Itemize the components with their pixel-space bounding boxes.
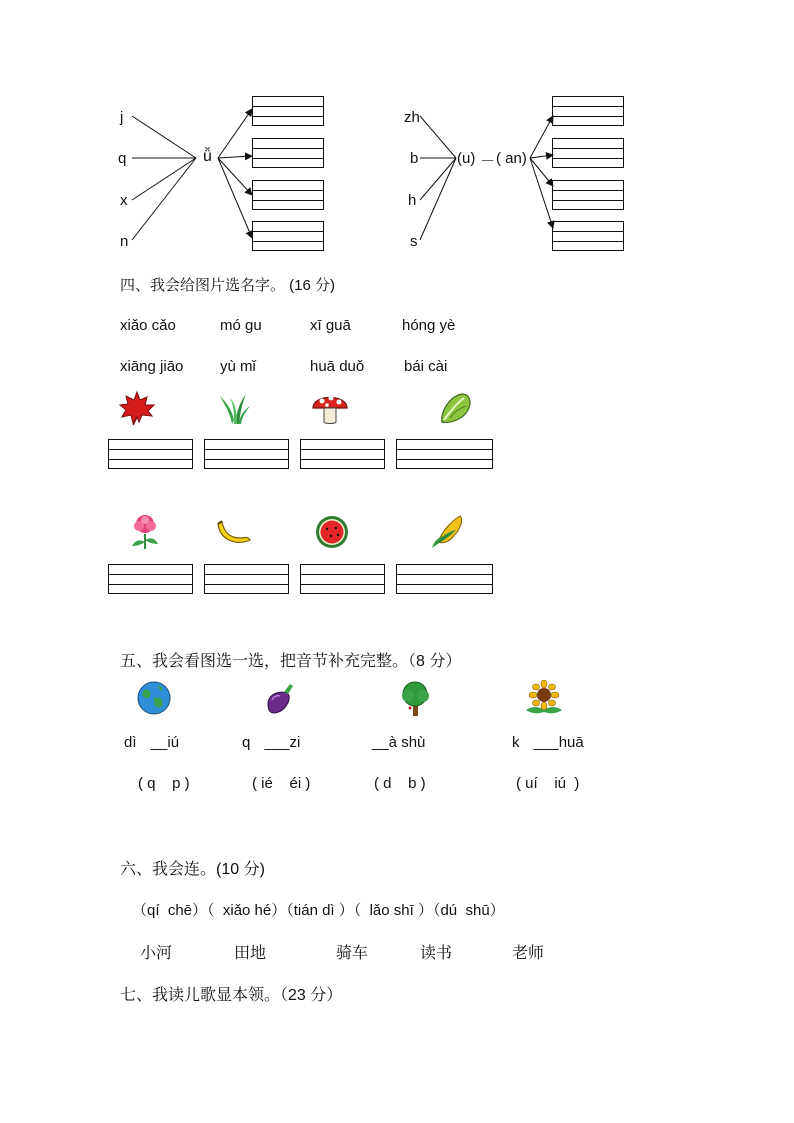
answer-box[interactable] (396, 564, 493, 594)
syllable-blank[interactable]: __ (150, 734, 168, 751)
initial-n: n (120, 233, 129, 250)
choice-options: ( uí iú ) (516, 775, 580, 792)
center-u: (u) (457, 150, 476, 167)
answer-box[interactable] (300, 564, 385, 594)
flower-picture (126, 514, 166, 550)
choice-options: ( d b ) (374, 775, 426, 792)
syllable-post: zi (289, 734, 301, 751)
word-item[interactable]: 读书 (420, 945, 453, 962)
initial-q: q (118, 150, 127, 167)
syllable-pre: k (512, 734, 520, 751)
syllable-post: huā (558, 734, 584, 751)
syllable-post: iú (167, 734, 180, 751)
answer-box[interactable] (552, 221, 624, 251)
syllable-blank[interactable]: ___ (264, 734, 290, 751)
initial-x: x (120, 192, 128, 209)
syllable-item (512, 734, 584, 751)
answer-box[interactable] (552, 96, 624, 126)
grass-picture (214, 390, 254, 426)
syllable-post: shù (397, 734, 426, 751)
section4-title: 四、我会给图片选名字。 (16 分) (120, 277, 336, 294)
sunflower-picture (522, 680, 562, 716)
watermelon-picture (312, 512, 352, 548)
answer-box[interactable] (252, 180, 324, 210)
answer-box[interactable] (552, 138, 624, 168)
pinyin-option: xiāng jiāo (120, 358, 184, 375)
mushroom-picture (310, 388, 350, 424)
center-final-v: ǚ (203, 148, 212, 165)
banana-picture (214, 514, 254, 550)
answer-box[interactable] (252, 221, 324, 251)
pinyin-option: mó gu (220, 317, 262, 334)
answer-box[interactable] (204, 439, 289, 469)
answer-box[interactable] (204, 564, 289, 594)
answer-box[interactable] (552, 180, 624, 210)
choice-options: ( ié éi ) (252, 775, 311, 792)
eggplant-picture (260, 680, 300, 716)
word-item[interactable]: 骑车 (336, 945, 369, 962)
answer-box[interactable] (252, 96, 324, 126)
initial-s: s (410, 233, 418, 250)
globe-picture (136, 680, 176, 716)
answer-box[interactable] (396, 439, 493, 469)
pinyin-option: hóng yè (402, 317, 456, 334)
initial-j: j (120, 109, 124, 126)
syllable-pre: q (242, 734, 251, 751)
syllable-blank[interactable]: ___ (533, 734, 559, 751)
initial-h: h (408, 192, 417, 209)
word-item[interactable]: 小河 (140, 945, 173, 962)
syllable-item (124, 734, 179, 751)
maple-leaf-picture (117, 390, 157, 426)
section7-title: 七、我读儿歌显本领。（23 分） (120, 987, 343, 1004)
pinyin-row: （qí chē）（ xiǎo hé）（tián dì ）（ lǎo shī ）（dú shū） (132, 902, 505, 919)
answer-box[interactable] (300, 439, 385, 469)
section5-title: 五、我会看图选一选，把音节补充完整。（8 分） (120, 653, 462, 670)
center-dash: － (480, 153, 496, 170)
pinyin-option: xī guā (310, 317, 351, 334)
section6-title: 六、我会连。(10 分) (120, 861, 265, 878)
syllable-item (242, 734, 300, 751)
syllable-item (372, 734, 425, 751)
tree-picture (396, 680, 436, 716)
cabbage-picture (436, 390, 476, 426)
diagram-left-lines (0, 0, 794, 270)
answer-box[interactable] (252, 138, 324, 168)
pinyin-option: huā duǒ (310, 358, 365, 375)
initial-b: b (410, 150, 419, 167)
corn-picture (428, 512, 468, 548)
center-an: ( an) (496, 150, 527, 167)
word-item[interactable]: 田地 (234, 945, 267, 962)
choice-options: ( q p ) (138, 775, 190, 792)
answer-box[interactable] (108, 564, 193, 594)
answer-box[interactable] (108, 439, 193, 469)
pinyin-option: xiǎo cǎo (120, 317, 176, 334)
word-item[interactable]: 老师 (512, 945, 545, 962)
pinyin-option: bái cài (404, 358, 448, 375)
pinyin-option: yù mǐ (220, 358, 256, 375)
syllable-pre: dì (124, 734, 137, 751)
syllable-blank[interactable]: __à (372, 734, 398, 751)
initial-zh: zh (404, 109, 420, 126)
